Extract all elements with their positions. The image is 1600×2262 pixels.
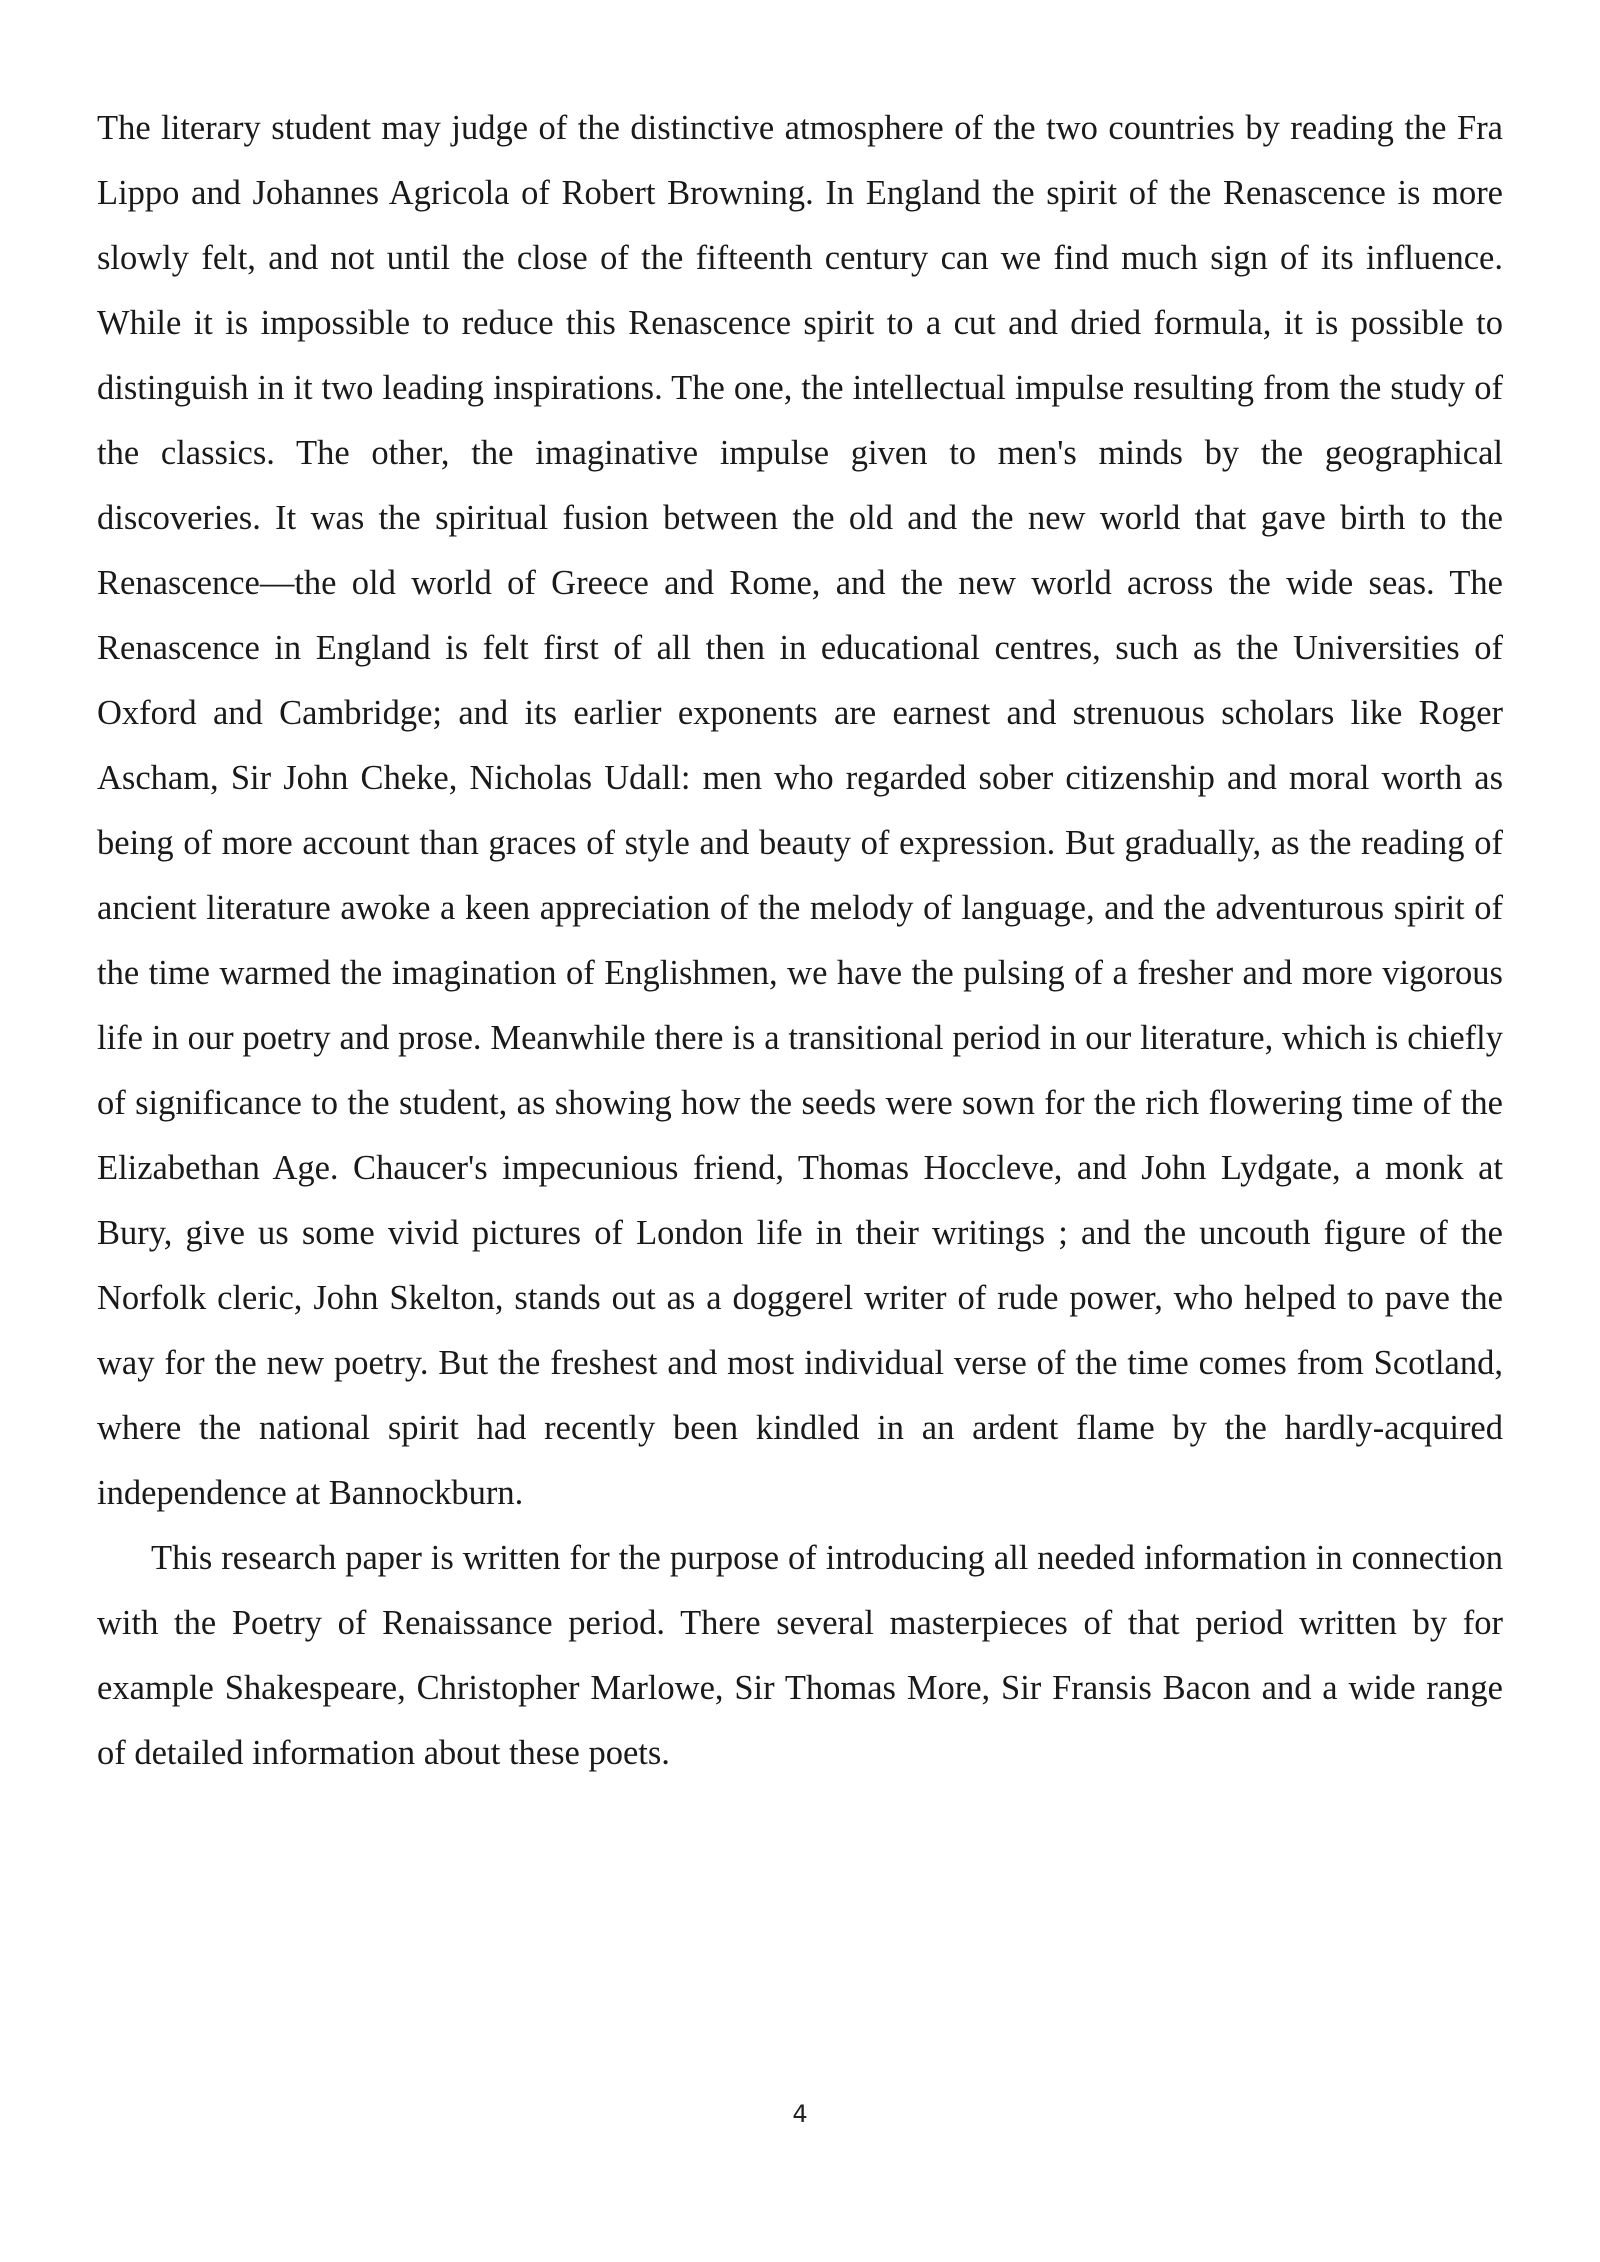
page-number: 4 — [792, 2100, 808, 2128]
paragraph-research-purpose: This research paper is written for the purpose of introducing all needed information in connection with the Poetry of Renaissance period. There several masterpieces of that period written by for example Shakespeare, Christopher Marlowe, Sir Thomas More, Sir Fransis Bacon and a wide range of detailed information about these poets. — [97, 1539, 1503, 1772]
body-text — [97, 96, 1503, 1786]
paragraph-renascence-overview: The literary student may judge of the distinctive atmosphere of the two countries by reading the Fra Lippo and Johannes Agricola of Robert Browning. In England the spirit of the Renascence is more slowly felt, and not until the close of the fifteenth century can we find much sign of its influence. While it is impossible to reduce this Renascence spirit to a cut and dried formula, it is possible to distinguish in it two leading inspirations. The one, the intellectual impulse resulting from the study of the classics. The other, the imaginative impulse given to men's minds by the geographical discoveries. It was the spiritual fusion between the old and the new world that gave birth to the Renascence—the old world of Greece and Rome, and the new world across the wide seas. The Renascence in England is felt first of all then in educational centres, such as the Universities of Oxford and Cambridge; and its earlier exponents are earnest and strenuous scholars like Roger Ascham, Sir John Cheke, Nicholas Udall: men who regarded sober citizenship and moral worth as being of more account than graces of style and beauty of expression. But gradually, as the reading of ancient literature awoke a keen appreciation of the melody of language, and the adventurous spirit of the time warmed the imagination of Englishmen, we have the pulsing of a fresher and more vigorous life in our poetry and prose. Meanwhile there is a transitional period in our literature, which is chiefly of significance to the student, as showing how the seeds were sown for the rich flowering time of the Elizabethan Age. Chaucer's impecunious friend, Thomas Hoccleve, and John Lydgate, a monk at Bury, give us some vivid pictures of London life in their writings ; and the uncouth figure of the Norfolk cleric, John Skelton, stands out as a doggerel writer of rude power, who helped to pave the way for the new poetry. But the freshest and most individual verse of the time comes from Scotland, where the national spirit had recently been kindled in an ardent flame by the hardly-acquired independence at Bannockburn. — [97, 109, 1503, 1512]
